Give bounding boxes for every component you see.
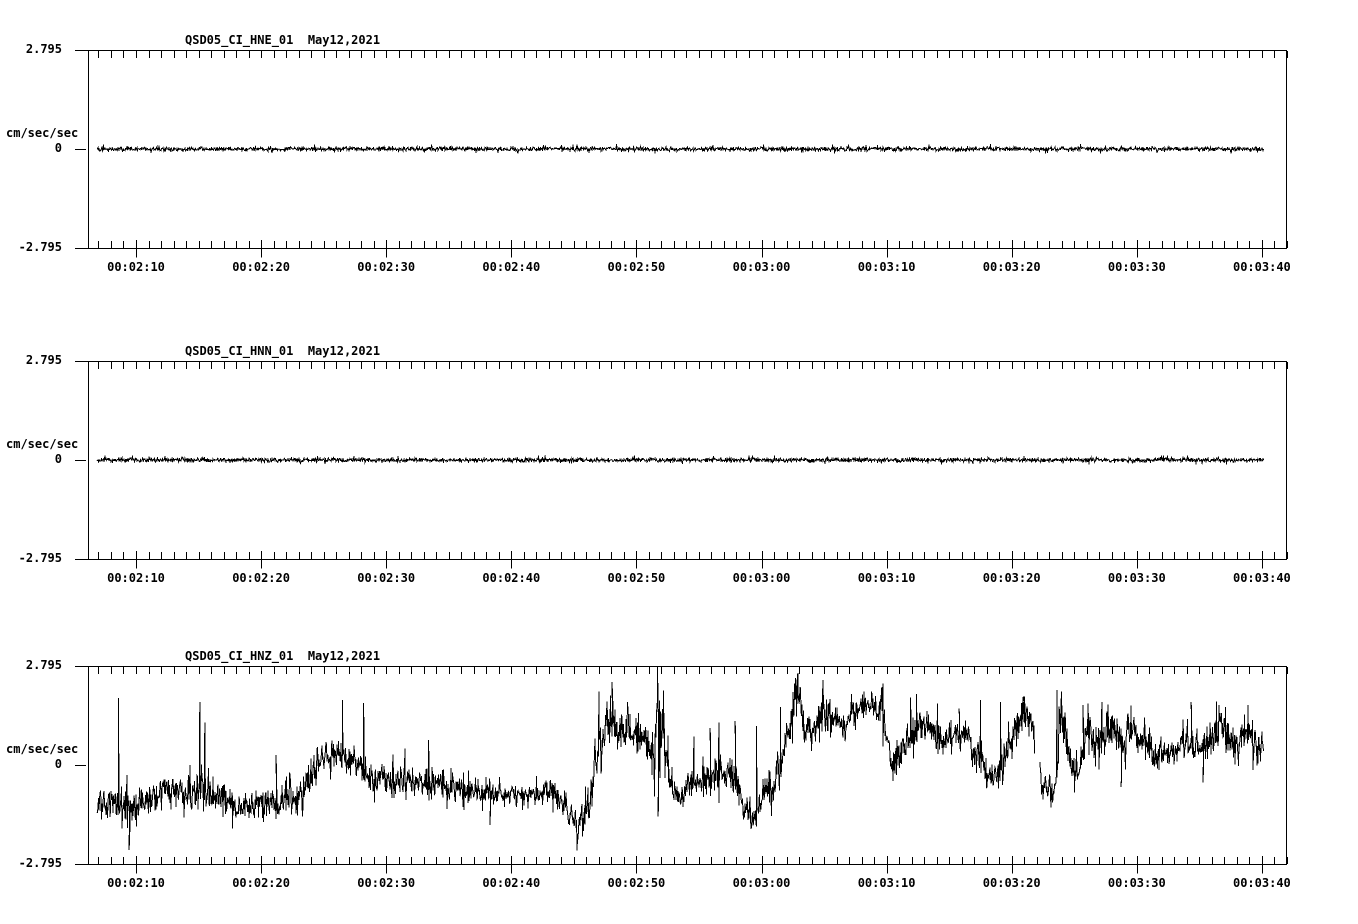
x-axis-tick-label: 00:03:20 [982, 876, 1041, 890]
hnz-plot-area [0, 656, 1358, 886]
seismogram-panel-hne [0, 33, 1358, 280]
y-axis-min-label: -2.795 [18, 551, 62, 565]
y-axis-units-label: cm/sec/sec [6, 437, 79, 451]
x-axis-tick-label: 00:03:40 [1232, 260, 1291, 274]
x-axis-tick-label: 00:02:40 [482, 876, 541, 890]
x-axis-tick-label: 00:02:20 [232, 876, 290, 890]
x-axis-tick-label: 00:02:20 [232, 571, 290, 585]
waveform-trace [97, 667, 1264, 851]
y-axis-zero-label: 0 [54, 757, 62, 771]
x-axis-tick-label: 00:03:00 [732, 260, 791, 274]
axis-tick-marks [99, 51, 1288, 258]
plot-frame [75, 667, 1287, 865]
x-axis-tick-label: 00:03:40 [1232, 876, 1291, 890]
x-axis-tick-label: 00:03:10 [857, 260, 916, 274]
x-axis-tick-label: 00:02:50 [607, 260, 666, 274]
y-axis-max-label: 2.795 [25, 353, 62, 367]
x-axis-tick-label: 00:03:40 [1232, 571, 1291, 585]
x-axis-tick-label: 00:03:30 [1107, 571, 1166, 585]
hne-plot-area [0, 40, 1358, 270]
x-axis-tick-label: 00:02:10 [107, 571, 165, 585]
waveform-trace [97, 144, 1264, 153]
waveform-trace [97, 455, 1264, 464]
x-axis-tick-label: 00:03:30 [1107, 876, 1166, 890]
x-axis-tick-label: 00:02:10 [107, 260, 165, 274]
x-axis-tick-label: 00:02:50 [607, 876, 666, 890]
panel-title-hnn: QSD05_CI_HNN_01 May12,2021 [185, 344, 381, 358]
x-axis-tick-label: 00:02:20 [232, 260, 290, 274]
seismogram-panel-hnz [0, 649, 1358, 896]
y-axis-min-label: -2.795 [18, 856, 62, 870]
y-axis-min-label: -2.795 [18, 240, 62, 254]
axis-tick-marks [99, 362, 1288, 569]
y-axis-units-label: cm/sec/sec [6, 742, 79, 756]
y-axis-zero-label: 0 [54, 452, 62, 466]
x-axis-tick-label: 00:02:30 [357, 260, 416, 274]
x-axis-tick-label: 00:02:50 [607, 571, 666, 585]
x-axis-tick-label: 00:02:10 [107, 876, 165, 890]
x-axis-tick-label: 00:03:10 [857, 571, 916, 585]
x-axis-tick-label: 00:02:30 [357, 571, 416, 585]
x-axis-tick-label: 00:02:30 [357, 876, 416, 890]
y-axis-zero-label: 0 [54, 141, 62, 155]
x-axis-tick-label: 00:03:20 [982, 571, 1041, 585]
x-axis-tick-label: 00:03:00 [732, 571, 791, 585]
panel-title-hnz: QSD05_CI_HNZ_01 May12,2021 [185, 649, 381, 663]
x-axis-tick-label: 00:03:20 [982, 260, 1041, 274]
x-axis-tick-label: 00:02:40 [482, 260, 541, 274]
hnn-plot-area [0, 351, 1358, 581]
y-axis-units-label: cm/sec/sec [6, 126, 79, 140]
x-axis-tick-label: 00:03:00 [732, 876, 791, 890]
y-axis-max-label: 2.795 [25, 658, 62, 672]
x-axis-tick-label: 00:02:40 [482, 571, 541, 585]
panel-title-hne: QSD05_CI_HNE_01 May12,2021 [185, 33, 381, 47]
x-axis-tick-label: 00:03:30 [1107, 260, 1166, 274]
seismogram-panel-hnn [0, 344, 1358, 591]
y-axis-max-label: 2.795 [25, 42, 62, 56]
x-axis-tick-label: 00:03:10 [857, 876, 916, 890]
